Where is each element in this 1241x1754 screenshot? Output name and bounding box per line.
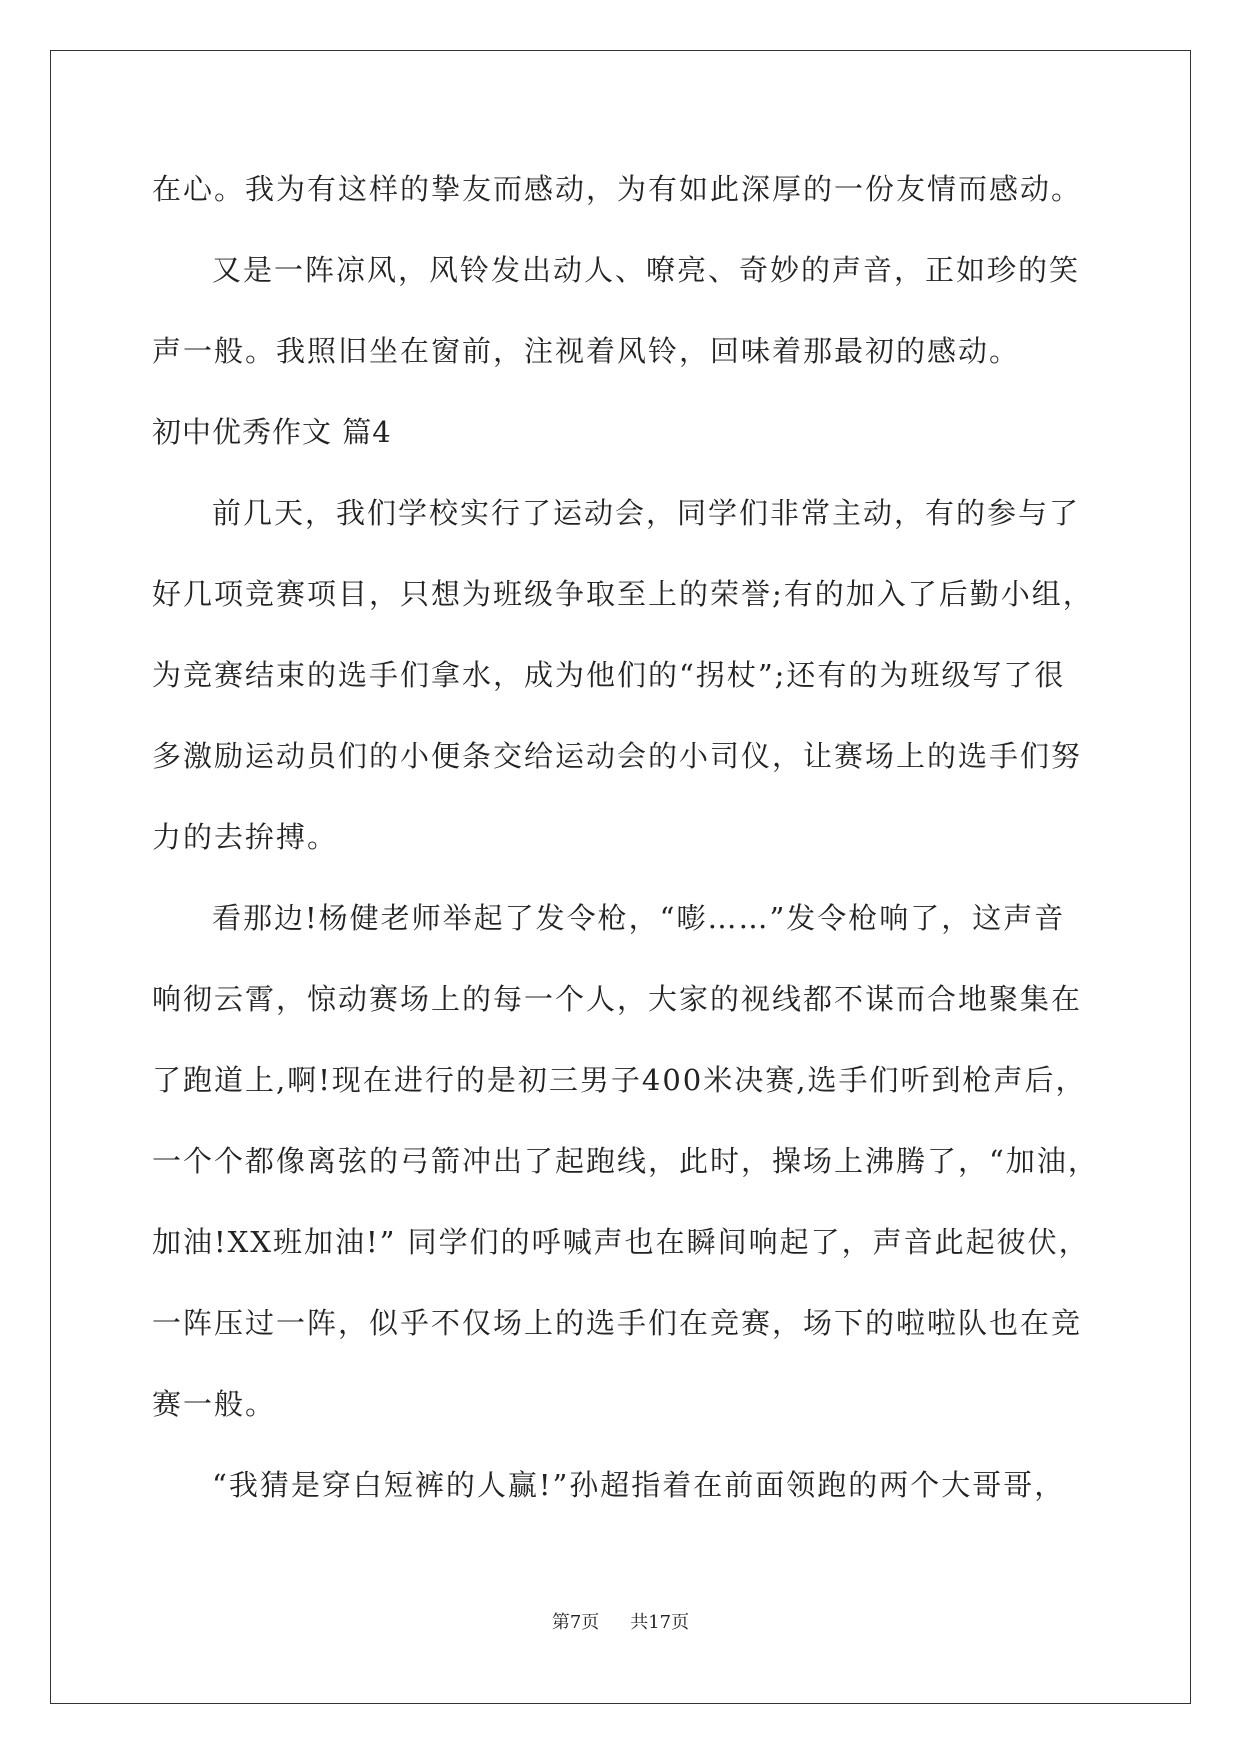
paragraph-line: 赛一般。	[152, 1387, 277, 1421]
paragraph-line: 加油!XX班加油!” 同学们的呼喊声也在瞬间响起了，声音此起彼伏，	[152, 1225, 1090, 1259]
paragraph-line: 又是一阵凉风，风铃发出动人、嘹亮、奇妙的声音，正如珍的笑	[212, 253, 1081, 287]
page-number: 第7页	[551, 1612, 600, 1633]
section-heading: 初中优秀作文 篇4	[152, 415, 392, 449]
paragraph-line: 在心。我为有这样的挚友而感动，为有如此深厚的一份友情而感动。	[152, 172, 1083, 206]
paragraph-line: 前几天，我们学校实行了运动会，同学们非常主动，有的参与了	[212, 496, 1081, 530]
page-border	[50, 50, 1191, 1704]
paragraph-line: 看那边!杨健老师举起了发令枪，“嘭……”发令枪响了，这声音	[212, 901, 1066, 935]
paragraph-line: 了跑道上,啊!现在进行的是初三男子400米决赛,选手们听到枪声后，	[152, 1063, 1087, 1097]
paragraph-line: “我猜是穿白短裤的人赢!”孙超指着在前面领跑的两个大哥哥，	[212, 1468, 1066, 1502]
paragraph-line: 声一般。我照旧坐在窗前，注视着风铃，回味着那最初的感动。	[152, 334, 1021, 368]
paragraph-line: 好几项竞赛项目，只想为班级争取至上的荣誉;有的加入了后勤小组，	[152, 577, 1094, 611]
paragraph-line: 力的去拚搏。	[152, 820, 339, 854]
page-footer	[0, 1612, 1241, 1634]
paragraph-line: 为竞赛结束的选手们拿水，成为他们的“拐杖”;还有的为班级写了很	[152, 658, 1066, 692]
paragraph-line: 多激励运动员们的小便条交给运动会的小司仪，让赛场上的选手们努	[152, 739, 1083, 773]
paragraph-line: 一个个都像离弦的弓箭冲出了起跑线，此时，操场上沸腾了，“加油，	[152, 1144, 1099, 1178]
page-total: 共17页	[630, 1612, 690, 1633]
paragraph-line: 响彻云霄，惊动赛场上的每一个人，大家的视线都不谋而合地聚集在	[152, 982, 1083, 1016]
paragraph-line: 一阵压过一阵，似乎不仅场上的选手们在竞赛，场下的啦啦队也在竞	[152, 1306, 1083, 1340]
